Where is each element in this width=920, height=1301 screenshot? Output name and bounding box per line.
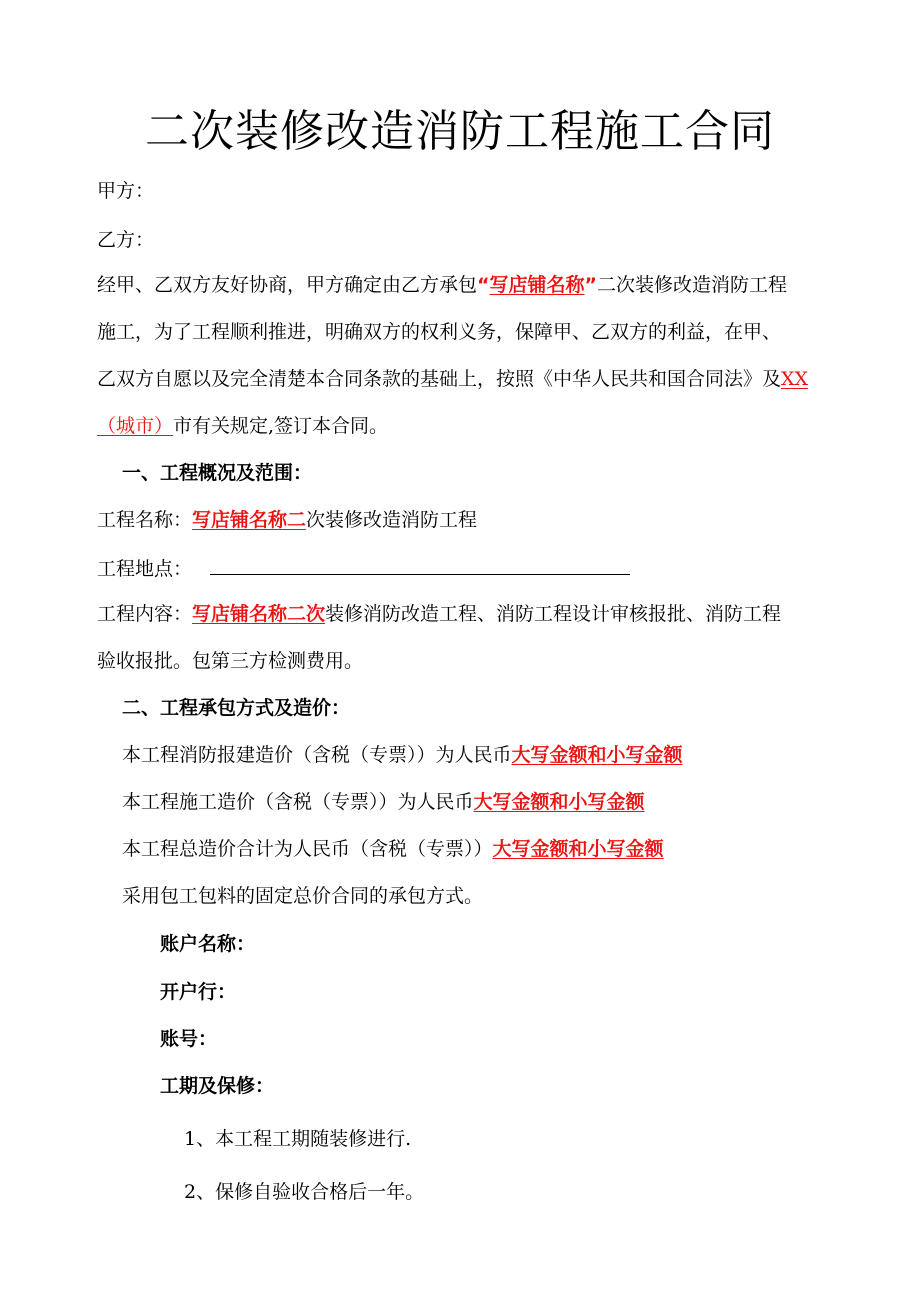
project-location-line [97, 554, 630, 582]
project-content-line-2: 验收报批。包第三方检测费用。 [97, 650, 364, 672]
party-b-label: 乙方： [97, 229, 155, 251]
intro-text: 乙双方自愿以及完全清楚本合同条款的基础上，按照《中华人民共和国合同法》及 [97, 368, 782, 390]
warranty-heading: 工期及保修： [160, 1075, 275, 1097]
warranty-item-1: 1、本工程工期随装修进行. [184, 1128, 412, 1150]
project-content-line-1 [97, 601, 781, 627]
party-b-line [97, 227, 154, 253]
intro-line-3 [97, 366, 808, 392]
price-line-1 [122, 742, 683, 768]
location-blank [210, 554, 630, 575]
intro-text: 市有关规定,签订本合同。 [173, 415, 389, 437]
section-1-heading: 一、工程概况及范围： [122, 462, 313, 484]
project-name-label: 工程名称： [97, 509, 193, 531]
shop-name-placeholder: 写店铺名称 [489, 274, 585, 296]
project-name-line [97, 507, 477, 533]
price-line-2 [122, 789, 645, 815]
intro-line-1 [97, 272, 787, 298]
city-placeholder: （城市） [97, 415, 174, 437]
price-text: 本工程总造价合计为人民币（含税（专票）） [122, 838, 493, 860]
bank-label: 开户行： [160, 981, 237, 1003]
price-text: 本工程消防报建造价（含税（专票））为人民币 [122, 744, 512, 766]
intro-line-2 [97, 319, 781, 345]
intro-line-4 [97, 413, 388, 439]
intro-text: 二次装修改造消防工程 [597, 274, 788, 296]
quote-mark: “ [477, 274, 490, 296]
amount-placeholder: 大写金额和小写金额 [511, 744, 683, 766]
project-name-text: 次装修改造消防工程 [306, 509, 478, 531]
intro-text: 施工，为了工程顺利推进，明确双方的权利义务，保障甲、乙双方的利益，在甲、 [97, 321, 782, 343]
price-text: 本工程施工造价（含税（专票））为人民币 [122, 791, 474, 813]
project-location-label: 工程地点： [97, 558, 193, 580]
warranty-item-2: 2、保修自验收合格后一年。 [184, 1181, 425, 1203]
party-a-label: 甲方： [97, 180, 155, 202]
shop-name-placeholder: 写店铺名称二 [192, 509, 307, 531]
quote-mark: ” [584, 274, 598, 296]
section-2-heading: 二、工程承包方式及造价： [122, 697, 351, 719]
amount-placeholder: 大写金额和小写金额 [492, 838, 664, 860]
price-line-3 [122, 836, 664, 862]
shop-name-placeholder: 写店铺名称二次 [192, 603, 326, 625]
intro-text: 经甲、乙双方友好协商，甲方确定由乙方承包 [97, 274, 478, 296]
amount-placeholder: 大写金额和小写金额 [473, 791, 645, 813]
account-name-label: 账户名称： [160, 933, 256, 955]
party-a-line [97, 178, 154, 204]
contract-method-line: 采用包工包料的固定总价合同的承包方式。 [122, 885, 484, 907]
city-placeholder: XX [781, 368, 809, 390]
project-content-label: 工程内容： [97, 603, 193, 625]
account-number-label: 账号： [160, 1028, 218, 1050]
document-title: 二次装修改造消防工程施工合同 [145, 106, 775, 157]
project-content-text: 装修消防改造工程、消防工程设计审核报批、消防工程 [325, 603, 782, 625]
